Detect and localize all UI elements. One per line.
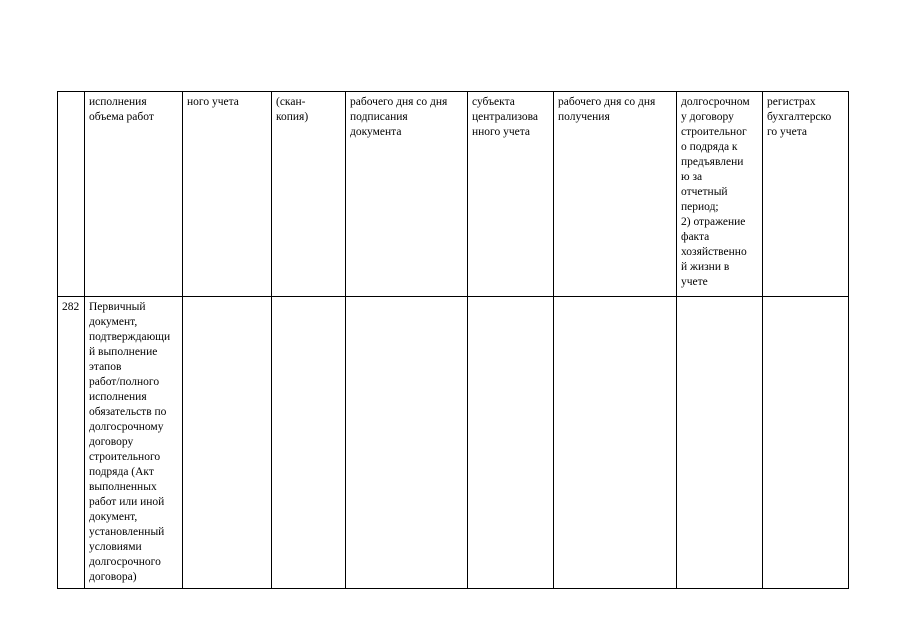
table-cell: рабочего дня со дня подписания документа xyxy=(346,92,468,297)
document-table xyxy=(57,91,849,589)
row-number-cell: 282 xyxy=(58,297,85,589)
table-cell: долгосрочном у договору строительног о подряда к предъявлени ю за отчетный период; 2) отражение факта хозяйственно й жизни в учете xyxy=(677,92,763,297)
table-cell xyxy=(677,297,763,589)
table-cell: регистрах бухгалтерско го учета xyxy=(763,92,849,297)
table-cell xyxy=(468,297,554,589)
document-name-cell: Первичный документ, подтверждающи й выполнение этапов работ/полного исполнения обязательств по долгосрочному договору строительного подряда (Акт выполненных работ или иной документ, установленный условиями долгосрочного договора) xyxy=(85,297,183,589)
table-row xyxy=(58,297,849,589)
row-number-cell xyxy=(58,92,85,297)
document-name-cell: исполнения объема работ xyxy=(85,92,183,297)
table-row xyxy=(58,92,849,297)
table-cell xyxy=(554,297,677,589)
table-cell: (скан- копия) xyxy=(272,92,346,297)
table-cell: субъекта централизова нного учета xyxy=(468,92,554,297)
table-cell xyxy=(346,297,468,589)
table-cell: ного учета xyxy=(183,92,272,297)
table-cell: рабочего дня со дня получения xyxy=(554,92,677,297)
table-cell xyxy=(272,297,346,589)
table-cell xyxy=(183,297,272,589)
table-cell xyxy=(763,297,849,589)
